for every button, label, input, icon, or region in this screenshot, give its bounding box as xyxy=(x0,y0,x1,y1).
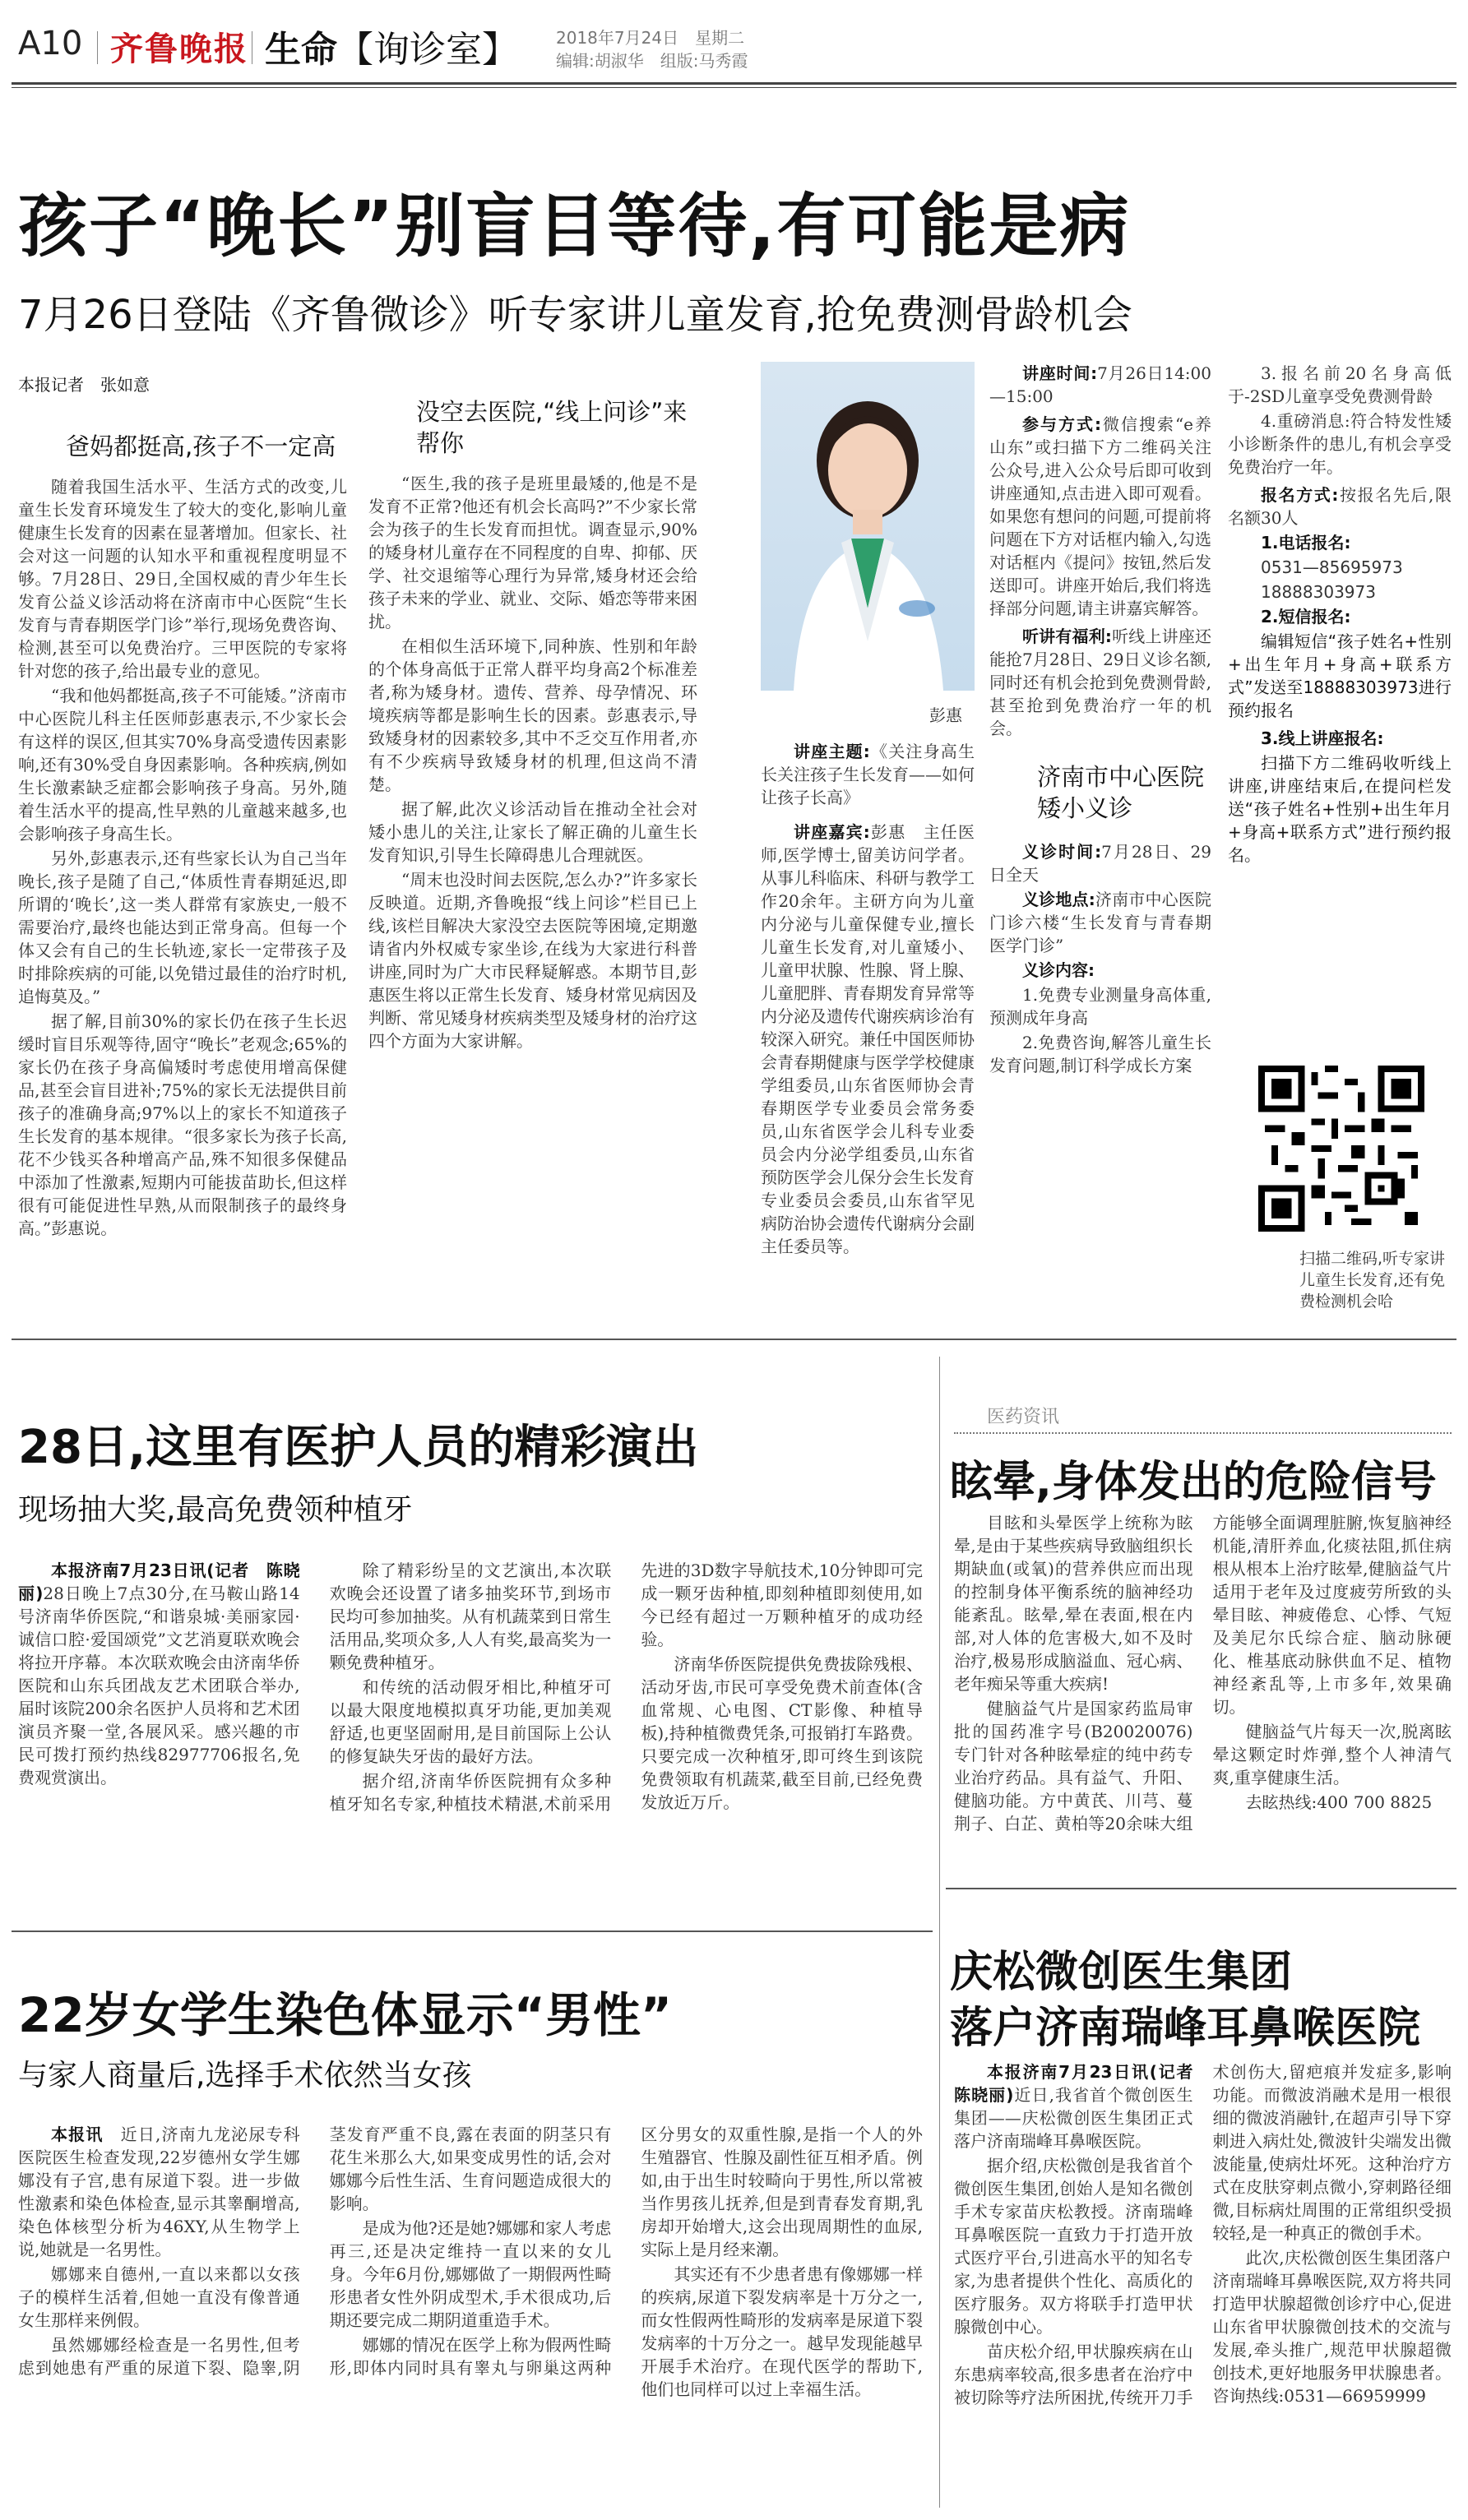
online-signup-text: 扫描下方二维码收听线上讲座,讲座结束后,在提问栏发送“孩子姓名+性别+出生年月+身高+联系方式”进行预约报名。 xyxy=(1228,753,1452,865)
lecture-method-text: 微信搜索“e养山东”或扫描下方二维码关注公众号,进入公众号后即可收到讲座通知,点击进入即可观看。如果您有想问的问题,可提前将问题在下方对话框内输入,勾选对话框内《提问》按钮,然后发送即可。讲座开始后,我们将选择部分问题,请主讲嘉宾解答。 xyxy=(989,414,1211,618)
lead-paragraph: “我和他妈都挺高,孩子不可能矮。”济南市中心医院儿科主任医师彭惠表示,不少家长会有这样的误区,但其实70%身高受遗传因素影响,还有30%受自身因素影响。各种疾病,例如生长激素缺乏症都会影响孩子身高。另外,随着生活水平的提高,性早熟的儿童越来越多,也会影响孩子身高生长。 xyxy=(18,686,347,844)
story3-headline: 眩晕,身体发出的危险信号 xyxy=(950,1458,1437,1507)
story5-paragraph: 此次,庆松微创医生集团落户济南瑞峰耳鼻喉医院,双方将共同打造甲状腺超微创诊疗中心,促进山东省甲状腺微创技术的交流与发展,牵头推广,规范甲状腺超微创技术,更好地服务甲状腺患者。咨询热线:0531—66959999 xyxy=(1212,2248,1452,2406)
lecture-time-label: 讲座时间: xyxy=(1022,363,1098,383)
issue-date: 2018年7月24日 星期二 xyxy=(556,28,745,48)
story3-hotline: 去眩热线:400 700 8825 xyxy=(1245,1792,1433,1812)
sms-signup-text: 编辑短信“孩子姓名+性别+出生年月+身高+联系方式”发送至18888303973进行预约报名 xyxy=(1228,631,1452,720)
lead-headline: 孩子“晚长”别盲目等待,有可能是病 xyxy=(18,186,1131,266)
lecture-benefit-label: 听讲有福利: xyxy=(1022,627,1112,646)
lecture-benefit-text: 听线上讲座还能抢7月28日、29日义诊名额,同时还有机会抢到免费测骨龄,甚至抢到免费治疗一年的机会。 xyxy=(989,627,1211,738)
lead-paragraph: “周末也没时间去医院,怎么办?”许多家长反映道。近期,齐鲁晚报“线上问诊”栏目已上线,该栏目解决大家没空去医院等困境,定期邀请省内外权威专家坐诊,在线为大家进行科普讲座,同时为广大市民释疑解惑。本期节目,彭惠医生将以正常生长发育、矮身材常见病因及判断、常见矮身材疾病类型及矮身材的治疗这四个方面为大家讲解。 xyxy=(368,870,697,1051)
clinic-content-item: 2.免费咨询,解答儿童生长发育问题,制订科学成长方案 xyxy=(989,1033,1211,1075)
signup-method-label: 报名方式: xyxy=(1261,485,1339,505)
story2-paragraph: 济南华侨医院提供免费拔除残根、活动牙齿,市民可享受免费术前查体(含血常规、心电图、CT影像、种植导板),持种植微费凭条,可报销打车路费。只要完成一次种植牙,即可终生到该院免费领取有机蔬菜,截至目前,已经免费发放近万斤。 xyxy=(641,1654,923,1812)
lead-column-1 xyxy=(18,398,347,1319)
clinic-content-item: 1.免费专业测量身高体重,预测成年身高 xyxy=(989,985,1211,1028)
lecture-method-label: 参与方式: xyxy=(1022,414,1101,434)
signup-method xyxy=(1228,483,1452,529)
clinic-place xyxy=(989,888,1211,957)
lecture-time xyxy=(989,362,1211,408)
doctor-portrait xyxy=(761,362,975,691)
lecture-guest xyxy=(761,821,975,1258)
story5-paragraph xyxy=(954,2060,1210,2152)
lead-subhead-1: 爸妈都挺高,孩子不一定高 xyxy=(66,432,336,460)
lead-subhead-2: 没空去医院,“线上问诊”来帮你 xyxy=(416,398,688,457)
story4-lead-text: 近日,济南九龙泌尿专科医院医生检查发现,22岁德州女学生娜娜没有子宫,患有尿道下裂。进一步做性激素和染色体检查,显示其睾酮增高,染色体核型分析为46XY,从生物学上说,她就是一名男性。 xyxy=(18,2125,300,2259)
phone-signup-label: 1.电话报名: xyxy=(1261,533,1351,553)
story3-paragraph: 健脑益气片是国家药监局审批的国药准字号(B20020076)专门针对各种眩晕症的纯中药专业治疗药品。具有益气、升阳、健脑功能。方中黄芪、川芎、蔓荆子、白芷、黄柏等20余味大组方能够全面调理脏腑,恢复脑神经机能,清肝养血,化痰祛阻,抓住病根从根本上治疗眩晕,健脑益气片适用于老年及过度疲劳所致的头晕目眩、神疲倦怠、心悸、气短及美尼尔氏综合症、脑动脉硬化、椎基底动脉供血不足、植物神经紊乱等,上市多年,效果确切。 xyxy=(954,1513,1452,1833)
masthead-logo: 齐鲁晚报 xyxy=(110,30,248,68)
story4-paragraph: 其实还有不少患者患有像娜娜一样的疾病,尿道下裂发病率是十万分之一,而女性假两性畸形的发病率是尿道下裂发病率的十万分之一。越早发现能越早开展手术治疗。在现代医学的帮助下,他们也同样可以过上幸福生活。 xyxy=(641,2264,923,2399)
lead-column-5 xyxy=(1228,362,1452,1102)
clinic-time xyxy=(989,840,1211,886)
clinic-content-label: 义诊内容: xyxy=(1022,960,1095,980)
story5-paragraph: 据介绍,庆松微创是我省首个微创医生集团,创始人是知名微创手术专家苗庆松教授。济南瑞峰耳鼻喉医院一直致力于打造开放式医疗平台,引进高水平的知名专家,为患者提供个性化、高质化的医疗服务。双方将联手打造甲状腺微创中心。 xyxy=(954,2156,1193,2337)
story4-subheadline: 与家人商量后,选择手术依然当女孩 xyxy=(18,2059,472,2092)
clinic-place-label: 义诊地点: xyxy=(1022,890,1095,909)
section-name: 生命 xyxy=(265,29,337,71)
lead-column-3 xyxy=(761,740,975,1319)
signup-method-text: 按报名先后,限名额30人 xyxy=(1228,485,1452,528)
lecture-topic-text: 《关注身高生长关注孩子生长发育——如何让孩子长高》 xyxy=(761,742,975,807)
story2-subheadline: 现场抽大奖,最高免费领种植牙 xyxy=(18,1493,413,1527)
news-tag: 医药资讯 xyxy=(987,1407,1060,1427)
story3-paragraph: 目眩和头晕医学上统称为眩晕,是由于某些疾病导致脑组织长期缺血(或氧)的营养供应而出现的控制身体平衡系统的脑神经功能紊乱。眩晕,晕在表面,根在内部,对人体的危害极大,如不及时治疗,极易形成脑溢血、冠心病、老年痴呆等重大疾病! xyxy=(954,1513,1193,1694)
qr-caption: 扫描二维码,听专家讲儿童生长发育,还有免费检测机会哈 xyxy=(1299,1250,1446,1311)
clinic-time-label: 义诊时间: xyxy=(1022,842,1102,862)
story4-paragraph: 虽然娜娜经检查是一名男性,但考虑到她患有严重的尿道下裂、隐睾,阴茎发育严重不良,露在表面的阴茎只有花生米那么大,如果变成男性的话,会对娜娜今后性生活、生育问题造成很大的影响。 xyxy=(18,2125,612,2378)
lead-paragraph: 在相似生活环境下,同种族、性别和年龄的个体身高低于正常人群平均身高2个标准差者,称为矮身材。遗传、营养、母孕情况、环境疾病等都是影响生长的因素。彭惠表示,导致矮身材的因素较多,其中不乏交互作用者,亦有不少疾病导致矮身材的机理,但这尚不清楚。 xyxy=(368,636,697,794)
story5-paragraph: 苗庆松介绍,甲状腺疾病在山东患病率较高,很多患者在治疗中被切除等疗法所困扰,传统开刀手术创伤大,留疤痕并发症多,影响功能。而微波消融术是用一根很细的微波消融针,在超声引导下穿刺进入病灶处,微波针尖端发出微波能量,使病灶坏死。这种治疗方式在皮肤穿刺点微小,穿刺路径细微,目标病灶周围的正常组织受损较轻,是一种真正的微创手术。 xyxy=(954,2062,1452,2407)
lecture-guest-label: 讲座嘉宾: xyxy=(794,822,870,842)
clinic-title: 济南市中心医院矮小义诊 xyxy=(1037,763,1205,822)
story4-paragraph xyxy=(18,2123,300,2261)
story4-paragraph: 是成为他?还是她?娜娜和家人考虑再三,还是决定维持一直以来的女儿身。今年6月份,娜娜做了一期假两性畸形患者女性外阴成型术,手术很成功,后期还要完成二期阴道重造手术。 xyxy=(329,2218,612,2330)
story4-byline: 本报讯 xyxy=(51,2125,104,2144)
page-number: A10 xyxy=(18,25,83,62)
clinic-content-item: 3.报名前20名身高低于-2SD儿童享受免费测骨龄 xyxy=(1228,363,1452,406)
clinic-place-text: 济南市中心医院门诊六楼“生长发育与青春期医学门诊” xyxy=(989,890,1211,955)
section-title xyxy=(265,20,518,72)
lead-paragraph: 据了解,目前30%的家长仍在孩子生长迟缓时盲目乐观等待,固守“晚长”老观念;65%的家长仍在孩子身高偏矮时考虑使用增高保健品,甚至会盲目进补;75%的家长无法提供目前孩子的准确身高;97%以上的家长不知道孩子生长发育的基本规律。“很多家长为孩子长高,花不少钱买各种增高产品,殊不知很多保健品中添加了性激素,短期内可能拔苗助长,但这样很有可能促进性早熟,从而限制孩子的最终身高。”彭惠说。 xyxy=(18,1011,347,1238)
story2-lead-text: 28日晚上7点30分,在马鞍山路14号济南华侨医院,“和谐泉城·美丽家园·诚信口腔·爱国颂党”文艺消夏联欢晚会将拉开序幕。本次联欢晚会由济南华侨医院和山东兵团战友艺术团联合举办,届时该院200余名医护人员将和艺术团演员齐聚一堂,各展风采。感兴趣的市民可拨打预约热线82977706报名,免费观赏演出。 xyxy=(18,1584,300,1787)
lead-column-4 xyxy=(989,362,1211,1319)
story2-dateline: 本报济南7月23日讯(记者 陈晓丽) xyxy=(18,1561,300,1603)
lead-paragraph: 随着我国生活水平、生活方式的改变,儿童生长发育环境发生了较大的变化,影响儿童健康生长发育的因素在显著增加。但家长、社会对这一问题的认知水平和重视程度明显不够。7月28日、29日,全国权威的青少年生长发育公益义诊活动将在济南市中心医院“生长发育与青春期医学门诊”举行,现场免费咨询、检测,甚至可以免费治疗。三甲医院的专家将针对您的孩子,给出最专业的意见。 xyxy=(18,477,347,681)
clinic-content xyxy=(989,959,1211,982)
story5-body xyxy=(954,2060,1452,2509)
story2-paragraph: 据介绍,济南华侨医院拥有众多种植牙知名专家,种植技术精湛,术前采用先进的3D数字导航技术,10分钟即可完成一颗牙齿种植,即刻种植即刻使用,如今已经有超过一万颗种植牙的成功经验。 xyxy=(329,1561,923,1814)
lead-byline: 本报记者 张如意 xyxy=(18,375,150,395)
story3-body xyxy=(954,1511,1452,1873)
story4-body xyxy=(18,2123,923,2509)
lecture-topic-label: 讲座主题: xyxy=(794,742,870,761)
story5-lead-text: 近日,我省首个微创医生集团——庆松微创医生集团正式落户济南瑞峰耳鼻喉医院。 xyxy=(954,2085,1193,2151)
story2-paragraph xyxy=(18,1559,300,1789)
photo-caption: 彭惠 xyxy=(929,705,962,725)
story4-paragraph: 娜娜来自德州,一直以来都以女孩子的模样生活着,但她一直没有像普通女生那样来例假。 xyxy=(18,2264,300,2330)
story5-headline-line2: 落户济南瑞峰耳鼻喉医院 xyxy=(950,2004,1421,2053)
story4-headline: 22岁女学生染色体显示“男性” xyxy=(18,1987,672,2043)
lead-column-2 xyxy=(368,358,697,1319)
section-subname: 【询诊室】 xyxy=(337,29,518,71)
lead-subheadline: 7月26日登陆《齐鲁微诊》听专家讲儿童发育,抢免费测骨龄机会 xyxy=(18,292,1132,338)
story3-paragraph: 健脑益气片每天一次,脱离眩晕这颗定时炸弹,整个人神清气爽,重享健康生活。 xyxy=(1212,1722,1452,1787)
story2-headline: 28日,这里有医护人员的精彩演出 xyxy=(18,1421,699,1474)
lecture-topic xyxy=(761,740,975,809)
story2-body xyxy=(18,1559,923,1921)
story5-dateline: 本报济南7月23日讯(记者 陈晓丽) xyxy=(954,2062,1210,2105)
lecture-guest-text: 彭惠 主任医师,医学博士,留美访问学者。从事儿科临床、科研与教学工作20余年。主研方向为儿童内分泌与儿童保健专业,擅长儿童生长发育,对儿童矮小、儿童甲状腺、性腺、肾上腺、儿童肥胖、青春期发育异常等内分泌及遗传代谢疾病诊治有较深入研究。兼任中国医师协会青春期健康与医学学校健康学组委员,山东省医师协会青春期医学专业委员会常务委员,山东省医学会儿科专业委员会内分泌学组委员,山东省预防医学会儿保分会生长发育专业委员会委员,山东省罕见病防治协会遗传代谢病分会副主任委员等。 xyxy=(761,822,975,1256)
editors-line: 编辑:胡淑华 组版:马秀霞 xyxy=(556,51,748,71)
story4-paragraph: 娜娜的情况在医学上称为假两性畸形,即体内同时具有睾丸与卵巢这两种区分男女的双重性腺,是指一个人的外生殖器官、性腺及副性征互相矛盾。例如,由于出生时较畸向于男性,所以常被当作男孩儿抚养,但是到青春发育期,乳房却开始增大,这会出现周期性的血尿,实际上是月经来潮。 xyxy=(329,2125,923,2378)
story5-headline-line1: 庆松微创医生集团 xyxy=(950,1948,1293,1997)
lead-paragraph: “医生,我的孩子是班里最矮的,他是不是发育不正常?他还有机会长高吗?”不少家长常会为孩子的生长发育而担忧。调查显示,90%的矮身材儿童存在不同程度的自卑、抑郁、厌学、社交退缩等心理行为异常,矮身材还会给孩子未来的学业、就业、交际、婚恋等带来困扰。 xyxy=(368,474,697,631)
lecture-method xyxy=(989,413,1211,620)
lead-paragraph: 据了解,此次义诊活动旨在推动全社会对矮小患儿的关注,让家长了解正确的儿童生长发育知识,引导生长障碍患儿合理就医。 xyxy=(368,799,697,865)
lead-paragraph xyxy=(368,358,697,381)
sms-signup-label: 2.短信报名: xyxy=(1261,607,1351,627)
clinic-time-text: 7月28日、29日全天 xyxy=(989,842,1211,885)
phone-number-1: 0531—85695973 xyxy=(1261,557,1403,577)
story2-paragraph: 和传统的活动假牙相比,种植牙可以最大限度地模拟真牙功能,更加美观舒适,也更坚固耐用,是目前国际上公认的修复缺失牙齿的最好方法。 xyxy=(329,1677,612,1766)
lecture-time-text: 7月26日14:00—15:00 xyxy=(989,363,1211,406)
clinic-content-item: 4.重磅消息:符合特发性矮小诊断条件的患儿,有机会享受免费治疗一年。 xyxy=(1228,411,1452,477)
online-signup-label: 3.线上讲座报名: xyxy=(1261,728,1384,748)
story2-paragraph: 除了精彩纷呈的文艺演出,本次联欢晚会还设置了诸多抽奖环节,到场市民均可参加抽奖。从有机蔬菜到日常生活用品,奖项众多,人人有奖,最高奖为一颗免费种植牙。 xyxy=(329,1561,612,1672)
lead-paragraph: 另外,彭惠表示,还有些家长认为自己当年晚长,孩子是随了自己,“体质性青春期延迟,即所谓的‘晚长’,这一类人群常有家族史,一般不需要治疗,最终也能达到正常身高。但每一个体又会有自己的生长轨迹,家长一定带孩子及时排除疾病的可能,以免错过最佳的治疗时机,追悔莫及。” xyxy=(18,848,347,1006)
qr-code[interactable] xyxy=(1258,1066,1424,1232)
phone-number-2: 18888303973 xyxy=(1261,582,1376,602)
lecture-benefit xyxy=(989,625,1211,740)
